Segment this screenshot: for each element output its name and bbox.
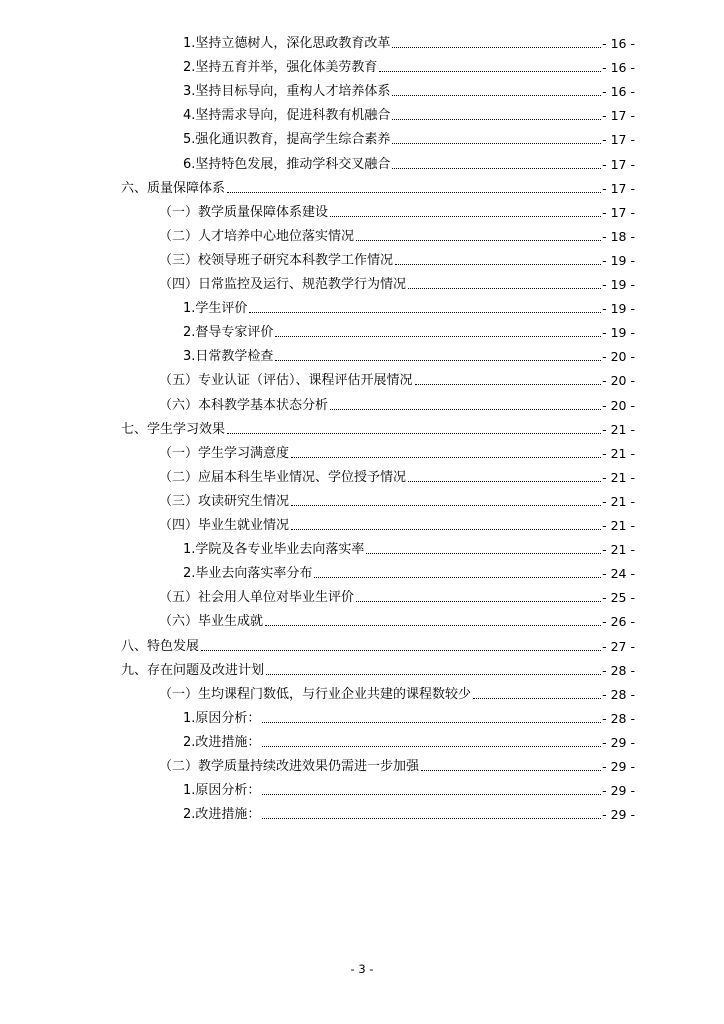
- toc-dot-leader: [262, 746, 601, 747]
- toc-entry[interactable]: [159, 245, 635, 269]
- toc-entry-title: 2.督导专家评价: [183, 325, 274, 341]
- toc-dot-leader: [249, 312, 601, 313]
- toc-entry-title: 2.坚持五育并举，强化体美劳教育: [183, 60, 378, 76]
- toc-entry-title: 1.坚持立德树人，深化思政教育改革: [183, 36, 391, 51]
- toc-entry-title: 2.毕业去向落实率分布: [183, 566, 313, 582]
- toc-dot-leader: [291, 505, 601, 506]
- toc-entry-title: 七、学生学习效果: [121, 421, 226, 437]
- toc-entry-title: （五）社会用人单位对毕业生评价: [159, 590, 355, 606]
- toc-dot-leader: [415, 384, 602, 385]
- toc-entry-title: 2.改进措施：: [183, 734, 261, 750]
- toc-entry-page-number: - 17 -: [602, 108, 635, 124]
- toc-entry-page-number: - 19 -: [602, 277, 635, 292]
- toc-entry-page-number: - 16 -: [602, 84, 635, 100]
- toc-dot-leader: [379, 71, 601, 72]
- toc-entry-title: 3.日常教学检查: [183, 349, 274, 365]
- toc-entry[interactable]: [183, 52, 635, 76]
- toc-entry-title: 4.坚持需求导向，促进科教有机融合: [183, 108, 391, 124]
- toc-entry[interactable]: [159, 390, 635, 414]
- toc-dot-leader: [265, 625, 601, 626]
- toc-entry[interactable]: [159, 221, 635, 245]
- toc-dot-leader: [473, 698, 601, 699]
- toc-entry[interactable]: [183, 28, 635, 52]
- toc-entry[interactable]: [121, 655, 635, 679]
- toc-entry-page-number: - 21 -: [602, 445, 635, 461]
- toc-entry-page-number: - 19 -: [602, 301, 635, 317]
- toc-entry[interactable]: [159, 582, 635, 606]
- toc-entry[interactable]: [183, 534, 635, 558]
- toc-entry[interactable]: [183, 100, 635, 124]
- toc-entry-title: 八、特色发展: [121, 638, 200, 654]
- toc-entry-page-number: - 19 -: [602, 252, 635, 268]
- toc-entry-title: 九、存在问题及改进计划: [121, 662, 265, 678]
- toc-entry-page-number: - 19 -: [602, 325, 635, 341]
- toc-entry-title: （一）教学质量保障体系建设: [159, 204, 329, 220]
- toc-dot-leader: [421, 770, 601, 771]
- toc-entry[interactable]: [183, 558, 635, 582]
- toc-dot-leader: [314, 577, 601, 578]
- toc-entry-page-number: - 16 -: [602, 60, 635, 76]
- toc-dot-leader: [408, 481, 601, 482]
- toc-entry-page-number: - 29 -: [602, 807, 635, 823]
- toc-entry-page-number: - 29 -: [602, 759, 635, 774]
- toc-entry[interactable]: [183, 293, 635, 317]
- toc-dot-leader: [201, 650, 601, 651]
- toc-entry-title: 1.学生评价: [183, 301, 248, 317]
- toc-entry-page-number: - 28 -: [602, 686, 635, 702]
- toc-entry-page-number: - 17 -: [602, 204, 635, 220]
- toc-dot-leader: [275, 336, 601, 337]
- toc-entry-title: （六）毕业生成就: [159, 614, 264, 630]
- toc-entry-page-number: - 21 -: [602, 518, 635, 533]
- toc-entry[interactable]: [121, 631, 635, 655]
- toc-entry-title: 2.改进措施：: [183, 807, 261, 823]
- toc-entry[interactable]: [183, 799, 635, 823]
- toc-entry-title: （二）教学质量持续改进效果仍需进一步加强: [159, 759, 420, 774]
- toc-entry-page-number: - 27 -: [602, 638, 635, 654]
- toc-entry-title: 5.强化通识教育，提高学生综合素养: [183, 132, 391, 148]
- toc-entry[interactable]: [183, 341, 635, 365]
- toc-entry-title: （三）校领导班子研究本科教学工作情况: [159, 252, 394, 268]
- toc-entry-page-number: - 17 -: [602, 132, 635, 148]
- toc-dot-leader: [291, 457, 601, 458]
- toc-entry[interactable]: [159, 197, 635, 221]
- toc-entry[interactable]: [159, 510, 635, 534]
- toc-entry[interactable]: [159, 751, 635, 775]
- toc-entry-page-number: - 21 -: [602, 469, 635, 485]
- toc-entry-title: 6.坚持特色发展，推动学科交叉融合: [183, 156, 391, 172]
- toc-entry-page-number: - 24 -: [602, 566, 635, 582]
- toc-entry[interactable]: [159, 462, 635, 486]
- toc-dot-leader: [275, 360, 601, 361]
- toc-entry-page-number: - 26 -: [602, 614, 635, 630]
- toc-entry[interactable]: [183, 76, 635, 100]
- toc-entry-page-number: - 29 -: [602, 734, 635, 750]
- toc-entry-page-number: - 20 -: [602, 373, 635, 389]
- toc-dot-leader: [392, 143, 601, 144]
- toc-dot-leader: [356, 240, 601, 241]
- toc-entry[interactable]: [183, 317, 635, 341]
- toc-dot-leader: [227, 192, 601, 193]
- toc-entry-title: （六）本科教学基本状态分析: [159, 397, 329, 413]
- toc-entry-title: （四）日常监控及运行、规范教学行为情况: [159, 277, 407, 292]
- toc-entry-page-number: - 20 -: [602, 349, 635, 365]
- toc-dot-leader: [262, 818, 601, 819]
- toc-entry-title: （五）专业认证（评估）、课程评估开展情况: [159, 373, 413, 389]
- toc-entry-page-number: - 17 -: [602, 180, 635, 196]
- toc-dot-leader: [408, 288, 601, 289]
- toc-entry-page-number: - 21 -: [602, 542, 635, 558]
- toc-entry-page-number: - 25 -: [602, 590, 635, 606]
- toc-entry-title: （三）攻读研究生情况: [159, 493, 290, 509]
- toc-dot-leader: [262, 794, 601, 795]
- toc-entry[interactable]: [121, 173, 635, 197]
- toc-entry-title: 3.坚持目标导向，重构人才培养体系: [183, 84, 391, 100]
- toc-entry[interactable]: [121, 414, 635, 438]
- toc-dot-leader: [291, 529, 601, 530]
- toc-dot-leader: [392, 119, 601, 120]
- toc-entry[interactable]: [183, 775, 635, 799]
- toc-entry-title: 1.原因分析：: [183, 783, 261, 799]
- toc-entry-page-number: - 28 -: [602, 662, 635, 678]
- toc-entry-title: 1.学院及各专业毕业去向落实率: [183, 542, 365, 558]
- toc-entry[interactable]: [183, 149, 635, 173]
- toc-entry[interactable]: [159, 606, 635, 630]
- page-footer-number: - 3 -: [350, 962, 374, 976]
- toc-entry-page-number: - 29 -: [602, 783, 635, 799]
- toc-entry-title: 1.原因分析：: [183, 710, 261, 726]
- toc-entry-page-number: - 18 -: [602, 228, 635, 244]
- toc-dot-leader: [266, 674, 601, 675]
- toc-dot-leader: [356, 601, 601, 602]
- toc-dot-leader: [330, 409, 601, 410]
- toc-entry-title: （二）人才培养中心地位落实情况: [159, 228, 355, 244]
- toc-entry-title: （一）生均课程门数低，与行业企业共建的课程数较少: [159, 686, 472, 702]
- toc-dot-leader: [392, 168, 601, 169]
- toc-entry-page-number: - 21 -: [602, 493, 635, 509]
- toc-entry[interactable]: [159, 486, 635, 510]
- toc-dot-leader: [330, 216, 601, 217]
- toc-dot-leader: [392, 95, 601, 96]
- toc-entry[interactable]: [159, 438, 635, 462]
- toc-entry-page-number: - 17 -: [602, 156, 635, 172]
- toc-entry-title: （一）学生学习满意度: [159, 445, 290, 461]
- toc-entry-page-number: - 20 -: [602, 397, 635, 413]
- toc-dot-leader: [366, 553, 601, 554]
- toc-dot-leader: [227, 433, 601, 434]
- toc-entry[interactable]: [183, 124, 635, 148]
- toc-entry-title: （四）毕业生就业情况: [159, 518, 290, 533]
- toc-entry-title: 六、质量保障体系: [121, 180, 226, 196]
- toc-entry-page-number: - 21 -: [602, 421, 635, 437]
- toc-entry[interactable]: [183, 727, 635, 751]
- toc-entry[interactable]: [159, 269, 635, 293]
- toc-entry-page-number: - 16 -: [602, 36, 635, 51]
- toc-dot-leader: [395, 264, 601, 265]
- toc-entry[interactable]: [159, 365, 635, 389]
- toc-dot-leader: [262, 722, 601, 723]
- toc-entry[interactable]: [183, 703, 635, 727]
- toc-entry-title: （二）应届本科生毕业情况、学位授予情况: [159, 469, 407, 485]
- toc-entry[interactable]: [159, 679, 635, 703]
- toc-entry-page-number: - 28 -: [602, 710, 635, 726]
- toc-dot-leader: [392, 47, 601, 48]
